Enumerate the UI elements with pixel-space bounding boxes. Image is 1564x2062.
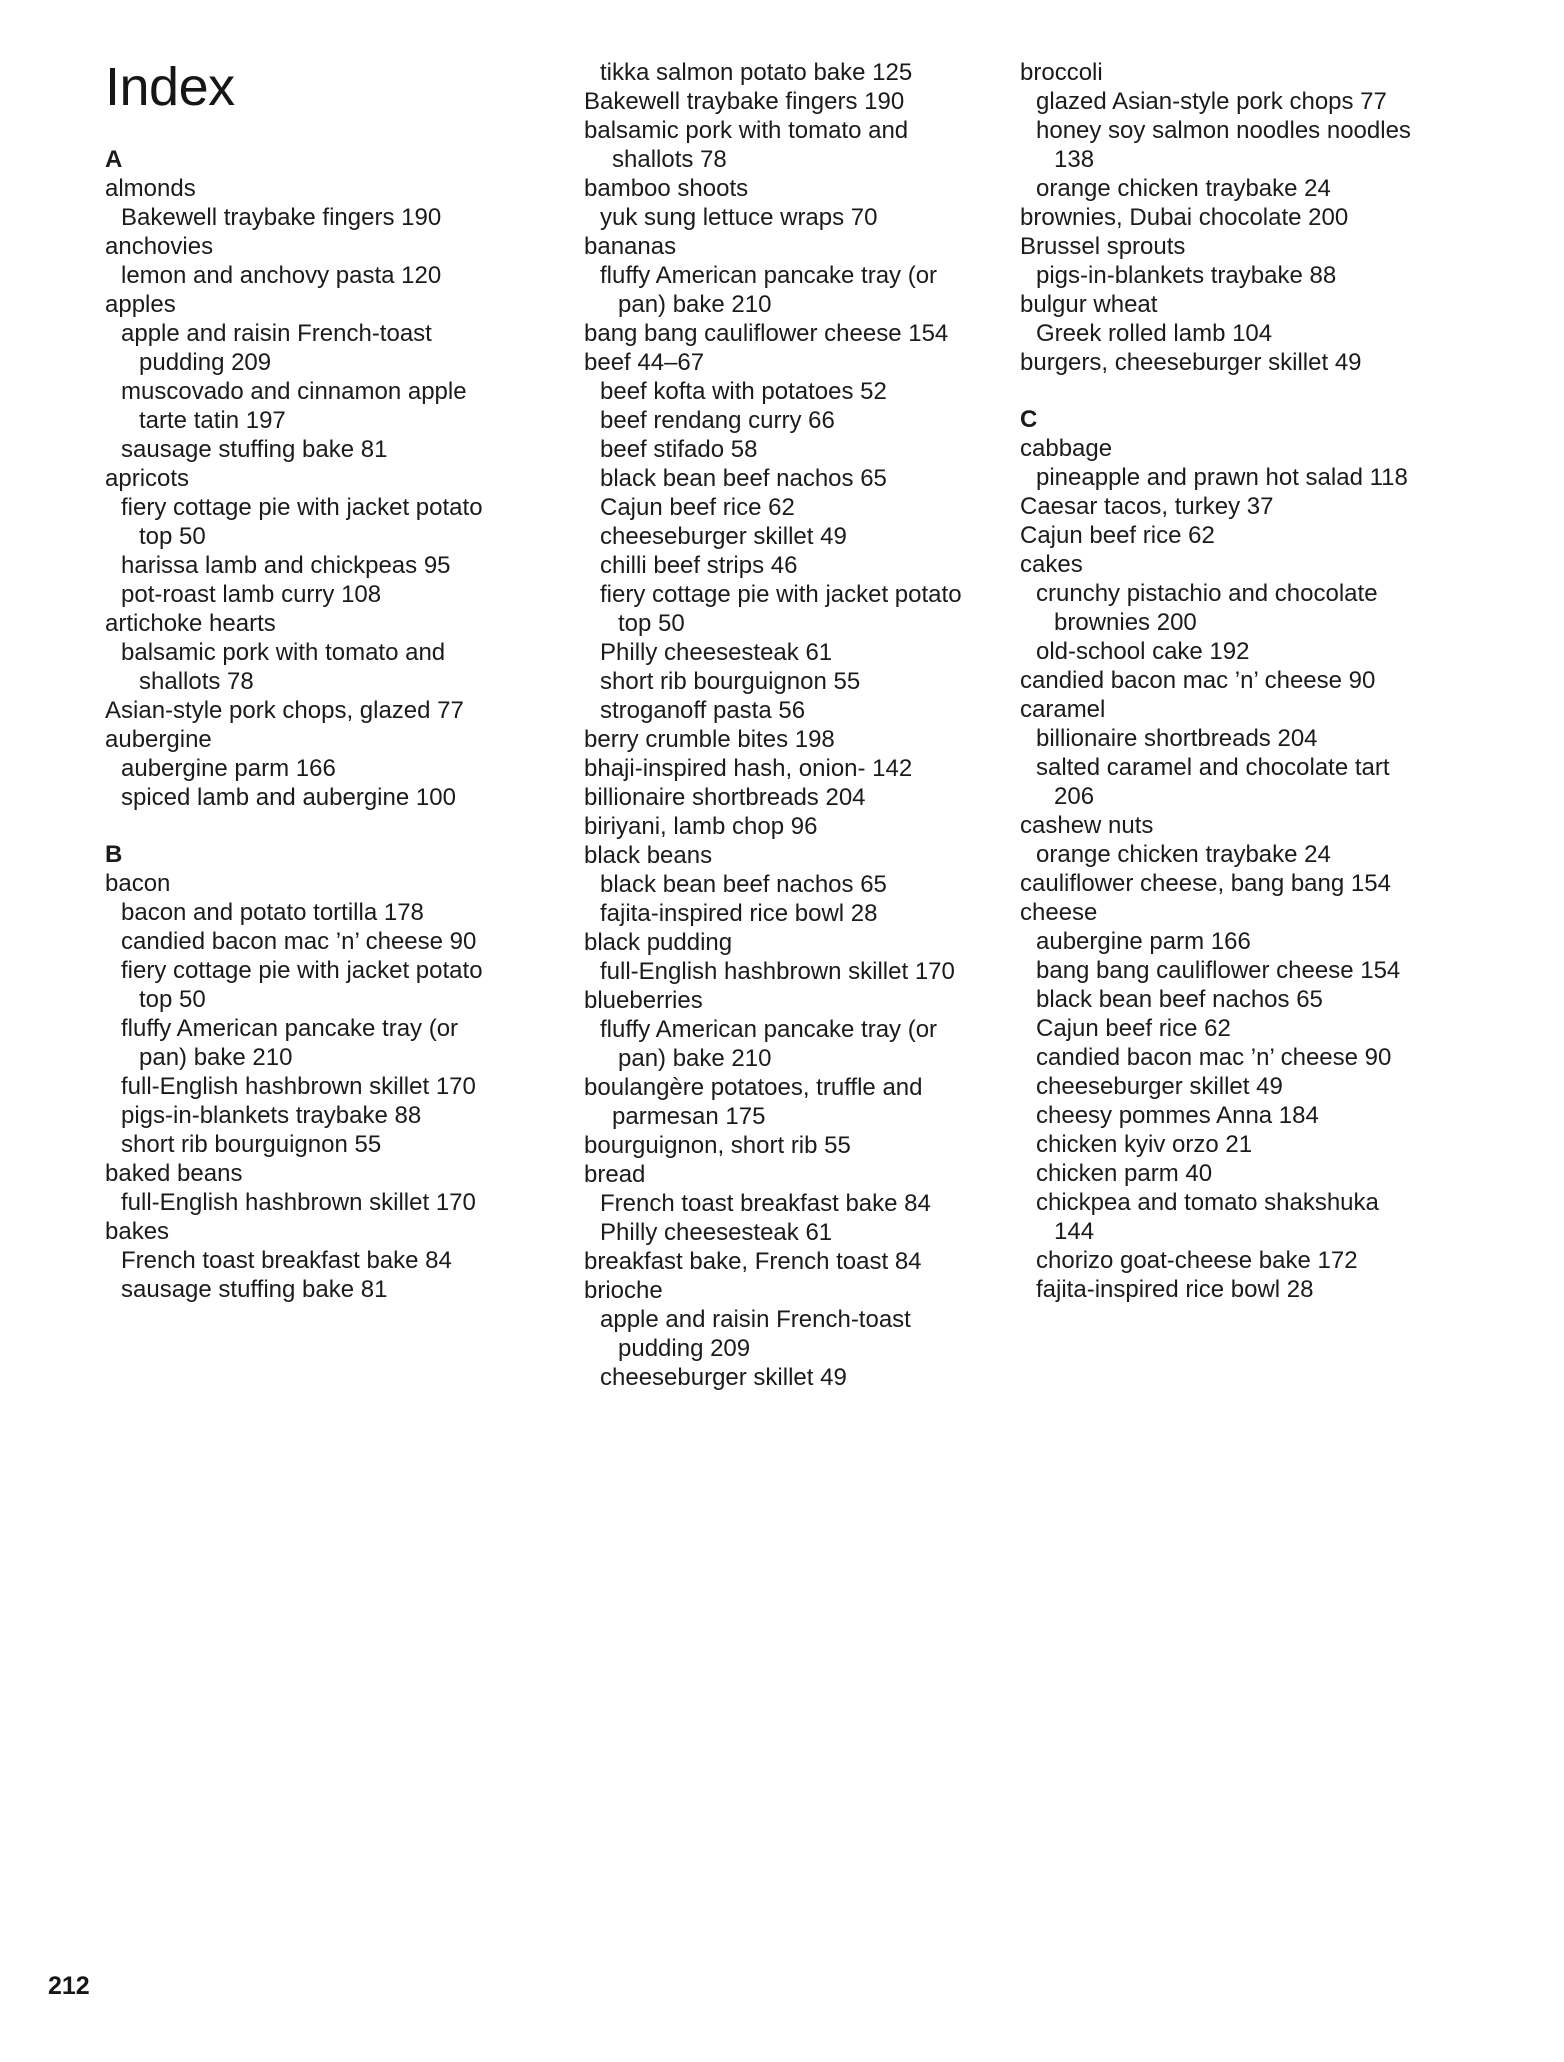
index-entry: Cajun beef rice 62 [1020,522,1215,549]
index-entry: cheeseburger skillet 49 [1036,1073,1283,1100]
index-entry: crunchy pistachio and chocolate brownies 200 [1036,580,1378,636]
index-entry: beef 44–67 [584,349,705,376]
index-section-letter: A [105,146,123,174]
index-entry: cheesy pommes Anna 184 [1036,1102,1319,1129]
index-entry: sausage stuffing bake 81 [121,436,388,464]
index-entry: brownies, Dubai chocolate 200 [1020,204,1349,231]
index-entry: beef stifado 58 [600,436,758,463]
index-entry: Brussel sprouts [1020,233,1186,260]
index-entry: Cajun beef rice 62 [600,494,795,521]
index-entry: aubergine [105,726,212,754]
index-entry: short rib bourguignon 55 [600,668,861,695]
index-entry: Greek rolled lamb 104 [1036,320,1273,347]
index-entry: apples [105,291,176,319]
index-entry: Bakewell traybake fingers 190 [584,88,905,115]
index-entry: lemon and anchovy pasta 120 [121,262,442,290]
index-entry: fluffy American pancake tray (or pan) bake 210 [600,262,938,318]
index-entries-column-2 [584,58,979,1392]
index-entry: bang bang cauliflower cheese 154 [1036,957,1401,984]
index-entry: cheeseburger skillet 49 [600,523,847,550]
index-entry: blueberries [584,987,703,1014]
index-entry: bread [584,1161,646,1188]
index-entry: glazed Asian-style pork chops 77 [1036,88,1387,115]
index-entry: chicken parm 40 [1036,1160,1213,1187]
index-entry: apple and raisin French-toast pudding 209 [121,320,432,377]
index-entry: pineapple and prawn hot salad 118 [1036,464,1408,491]
index-entry: fajita-inspired rice bowl 28 [1036,1276,1314,1303]
index-entry: fajita-inspired rice bowl 28 [600,900,878,927]
index-entry: billionaire shortbreads 204 [1036,725,1318,752]
index-entry: old-school cake 192 [1036,638,1250,665]
index-entry: pigs-in-blankets traybake 88 [1036,262,1337,289]
index-entry: candied bacon mac ’n’ cheese 90 [1020,667,1376,694]
index-entry: Asian-style pork chops, glazed 77 [105,697,464,725]
index-column-1 [105,58,584,1304]
index-entry: salted caramel and chocolate tart 206 [1036,754,1390,810]
index-entry: bananas [584,233,677,260]
index-entry: bhaji-inspired hash, onion- 142 [584,755,913,782]
index-entry: chicken kyiv orzo 21 [1036,1131,1253,1158]
index-entry: orange chicken traybake 24 [1036,841,1331,868]
index-entry: almonds [105,175,196,203]
index-entry: burgers, cheeseburger skillet 49 [1020,349,1362,376]
index-entry: bacon [105,870,171,898]
index-entries-column-3 [1020,58,1420,1304]
index-entry: black bean beef nachos 65 [600,871,887,898]
index-entry: caramel [1020,696,1106,723]
index-entry: Philly cheesesteak 61 [600,639,833,666]
index-entry: biriyani, lamb chop 96 [584,813,818,840]
index-section-letter: C [1020,406,1038,433]
index-column-3 [1020,58,1440,1304]
index-entry: tikka salmon potato bake 125 [600,59,913,86]
index-entry: aubergine parm 166 [1036,928,1251,955]
index-entry: candied bacon mac ’n’ cheese 90 [1036,1044,1392,1071]
index-entry: harissa lamb and chickpeas 95 [121,552,451,580]
index-entry: cheeseburger skillet 49 [600,1364,847,1391]
index-entry: yuk sung lettuce wraps 70 [600,204,878,231]
index-entry: candied bacon mac ’n’ cheese 90 [121,928,477,956]
index-entry: anchovies [105,233,214,261]
index-entry: Caesar tacos, turkey 37 [1020,493,1274,520]
index-entry: black bean beef nachos 65 [600,465,887,492]
index-entry: cheese [1020,899,1098,926]
index-entry: cauliflower cheese, bang bang 154 [1020,870,1391,897]
index-entry: short rib bourguignon 55 [121,1131,382,1159]
index-entry: honey soy salmon noodles noodles 138 [1036,117,1411,173]
index-entry: chickpea and tomato shakshuka 144 [1036,1189,1379,1245]
page-title: Index [105,57,235,117]
index-entry: spiced lamb and aubergine 100 [121,784,456,812]
index-entry: bakes [105,1218,170,1246]
index-entry: black beans [584,842,713,869]
index-entry: balsamic pork with tomato and shallots 78 [584,117,909,173]
index-entry: full-English hashbrown skillet 170 [600,958,955,985]
index-entry: fluffy American pancake tray (or pan) bake 210 [121,1015,459,1072]
index-entry: cakes [1020,551,1083,578]
page-number: 212 [48,1972,90,2000]
index-entry: brioche [584,1277,663,1304]
index-column-2 [584,58,1020,1392]
index-entry: muscovado and cinnamon apple tarte tatin 197 [121,378,467,435]
index-entry: billionaire shortbreads 204 [584,784,866,811]
index-entry: chilli beef strips 46 [600,552,798,579]
index-entry: cashew nuts [1020,812,1154,839]
index-entry: Cajun beef rice 62 [1036,1015,1231,1042]
index-entry: bulgur wheat [1020,291,1158,318]
index-entry: broccoli [1020,59,1103,86]
index-entry: chorizo goat-cheese bake 172 [1036,1247,1358,1274]
index-entry: fiery cottage pie with jacket potato top 50 [600,581,962,637]
index-entry: beef kofta with potatoes 52 [600,378,887,405]
index-entry: fiery cottage pie with jacket potato top 50 [121,494,483,551]
index-entry: breakfast bake, French toast 84 [584,1248,922,1275]
index-entry: boulangère potatoes, truffle and parmesan 175 [584,1074,923,1130]
index-entry: orange chicken traybake 24 [1036,175,1331,202]
index-entries-column-1 [105,145,490,1304]
index-entry: artichoke hearts [105,610,276,638]
index-entry: French toast breakfast bake 84 [600,1190,931,1217]
index-entry: bacon and potato tortilla 178 [121,899,424,927]
index-entry: baked beans [105,1160,243,1188]
index-entry: stroganoff pasta 56 [600,697,806,724]
index-entry: beef rendang curry 66 [600,407,835,434]
index-entry: fiery cottage pie with jacket potato top 50 [121,957,483,1014]
index-entry: berry crumble bites 198 [584,726,835,753]
index-entry: French toast breakfast bake 84 [121,1247,452,1275]
index-entry: full-English hashbrown skillet 170 [121,1073,476,1101]
index-entry: black pudding [584,929,733,956]
index-entry: pot-roast lamb curry 108 [121,581,382,609]
index-entry: bang bang cauliflower cheese 154 [584,320,949,347]
index-entry: full-English hashbrown skillet 170 [121,1189,476,1217]
index-entry: pigs-in-blankets traybake 88 [121,1102,422,1130]
index-entry: bamboo shoots [584,175,749,202]
index-entry: aubergine parm 166 [121,755,336,783]
index-entry: fluffy American pancake tray (or pan) bake 210 [600,1016,938,1072]
index-entry: sausage stuffing bake 81 [121,1276,388,1304]
index-entry: bourguignon, short rib 55 [584,1132,851,1159]
index-section-letter: B [105,841,123,869]
index-entry: apricots [105,465,190,493]
index-entry: apple and raisin French-toast pudding 209 [600,1306,911,1362]
index-entry: Philly cheesesteak 61 [600,1219,833,1246]
index-entry: Bakewell traybake fingers 190 [121,204,442,232]
index-entry: balsamic pork with tomato and shallots 78 [121,639,446,696]
index-entry: cabbage [1020,435,1113,462]
index-entry: black bean beef nachos 65 [1036,986,1323,1013]
